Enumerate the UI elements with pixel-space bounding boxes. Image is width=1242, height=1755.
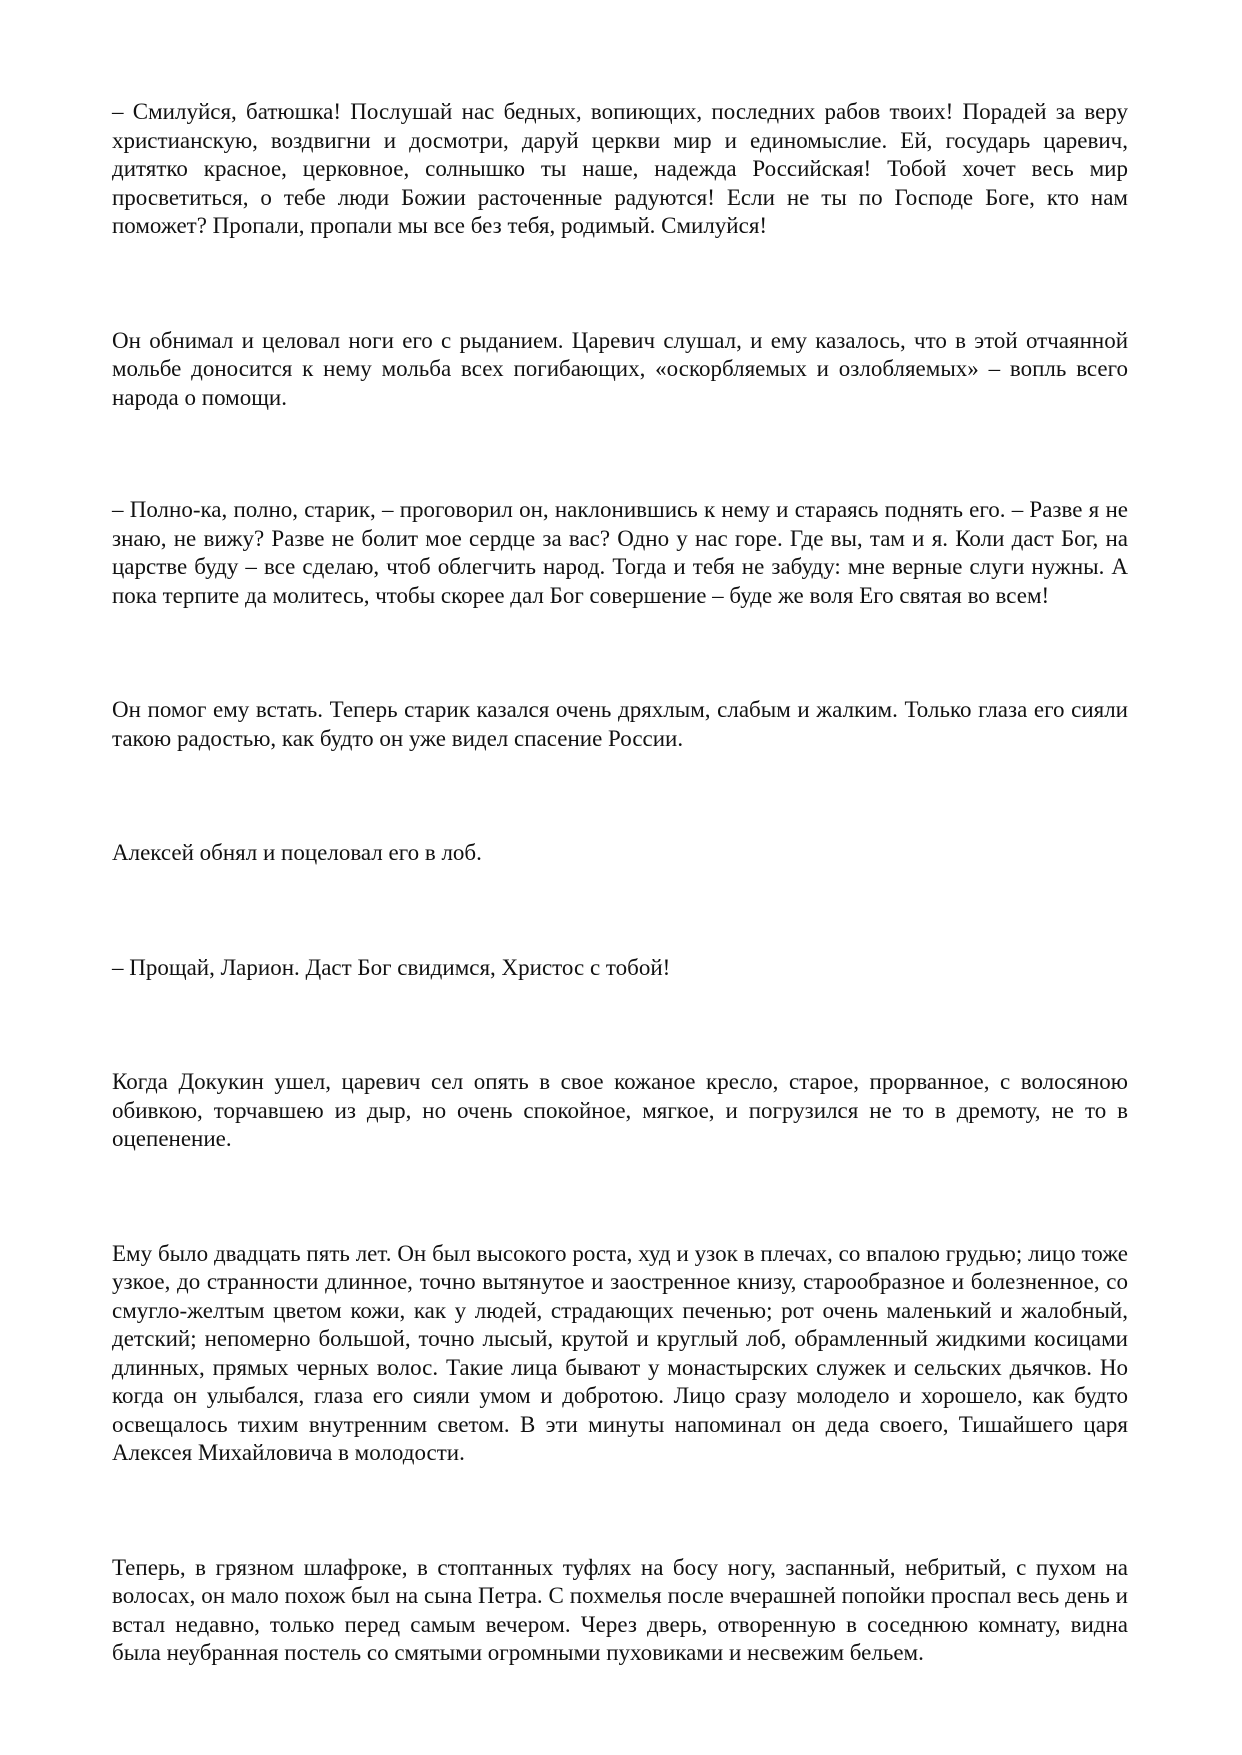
paragraph-spacer <box>112 412 1128 496</box>
paragraph-plea: – Смилуйся, батюшка! Послушай нас бедных, вопиющих, последних рабов твоих! Порадей за веру христианскую, воздвигни и досмотри, даруй церкви мир и единомыслие. Ей, государь царевич, дитятко красное, церковное, солнышко ты наше, надежда Российская! Тобой хочет весь мир просветиться, о тебе люди Божии расточенные радуются! Если не ты по Господе Боге, кто нам поможет? Пропали, пропали мы все без тебя, родимый. Смилуйся! <box>112 99 1128 238</box>
document-page <box>112 98 1128 1668</box>
paragraph-help-stand: Он помог ему встать. Теперь старик казался очень дряхлым, слабым и жалким. Только глаза его сияли такою радостью, как будто он уже видел спасение России. <box>112 697 1128 751</box>
paragraph-kiss: Алексей обнял и поцеловал его в лоб. <box>112 840 482 865</box>
paragraph-portrait: Ему было двадцать пять лет. Он был высокого роста, худ и узок в плечах, со впалою грудью; лицо тоже узкое, до странности длинное, точно вытянутое и заостренное книзу, старообразное и болезненное, со смугло-желтым цветом кожи, как у людей, страдающих печенью; рот очень маленький и жалобный, детский; непомерно большой, точно лысый, крутой и круглый лоб, обрамленный жидкими косицами длинных, прямых черных волос. Такие лица бывают у монастырских служек и сельских дьячков. Но когда он улыбался, глаза его сияли умом и добротою. Лицо сразу молодело и хорошело, как будто освещалось тихим внутренним светом. В эти минуты напоминал он деда своего, Тишайшего царя Алексея Михайловича в молодости. <box>112 1240 1128 1465</box>
paragraph-spacer <box>112 868 1128 954</box>
paragraph-armchair: Когда Докукин ушел, царевич сел опять в свое кожаное кресло, старое, прорванное, с волосяною обивкою, торчавшею из дыр, но очень спокойное, мягкое, и погрузился не то в дремоту, не то в оцепенение. <box>112 1069 1128 1151</box>
paragraph-embrace: Он обнимал и целовал ноги его с рыданием. Царевич слушал, и ему казалось, что в этой отчаянной мольбе доносится к нему мольба всех погибающих, «оскорбляемых и озлобляемых» – вопль всего народа о помощи. <box>112 327 1128 410</box>
paragraph-spacer <box>112 982 1128 1068</box>
paragraph-spacer <box>112 753 1128 839</box>
paragraph-reply: – Полно-ка, полно, старик, – проговорил он, наклонившись к нему и стараясь поднять его. – Разве я не знаю, не вижу? Разве не болит мое сердце за вас? Одно у нас горе. Где вы, там и я. Коли даст Бог, на царстве буду – все сделаю, чтоб облегчить народ. Тогда и тебя не забуду: мне верные слуги нужны. А пока терпите да молитесь, чтобы скорее дал Бог совершение – буде же воля Его святая во всем! <box>112 497 1128 608</box>
paragraph-spacer <box>112 610 1128 696</box>
paragraph-now: Теперь, в грязном шлафроке, в стоптанных туфлях на босу ногу, заспанный, небритый, с пухом на волосах, он мало похож был на сына Петра. С похмелья после вчерашней попойки проспал весь день и встал недавно, только перед самым вечером. Через дверь, отворенную в соседнюю комнату, видна была неубранная постель со смятыми огромными пуховиками и несвежим бельем. <box>112 1554 1128 1665</box>
paragraph-farewell: – Прощай, Ларион. Даст Бог свидимся, Христос с тобой! <box>112 954 671 980</box>
paragraph-spacer <box>112 1154 1128 1240</box>
paragraph-spacer <box>112 1468 1128 1554</box>
paragraph-spacer <box>112 241 1128 327</box>
